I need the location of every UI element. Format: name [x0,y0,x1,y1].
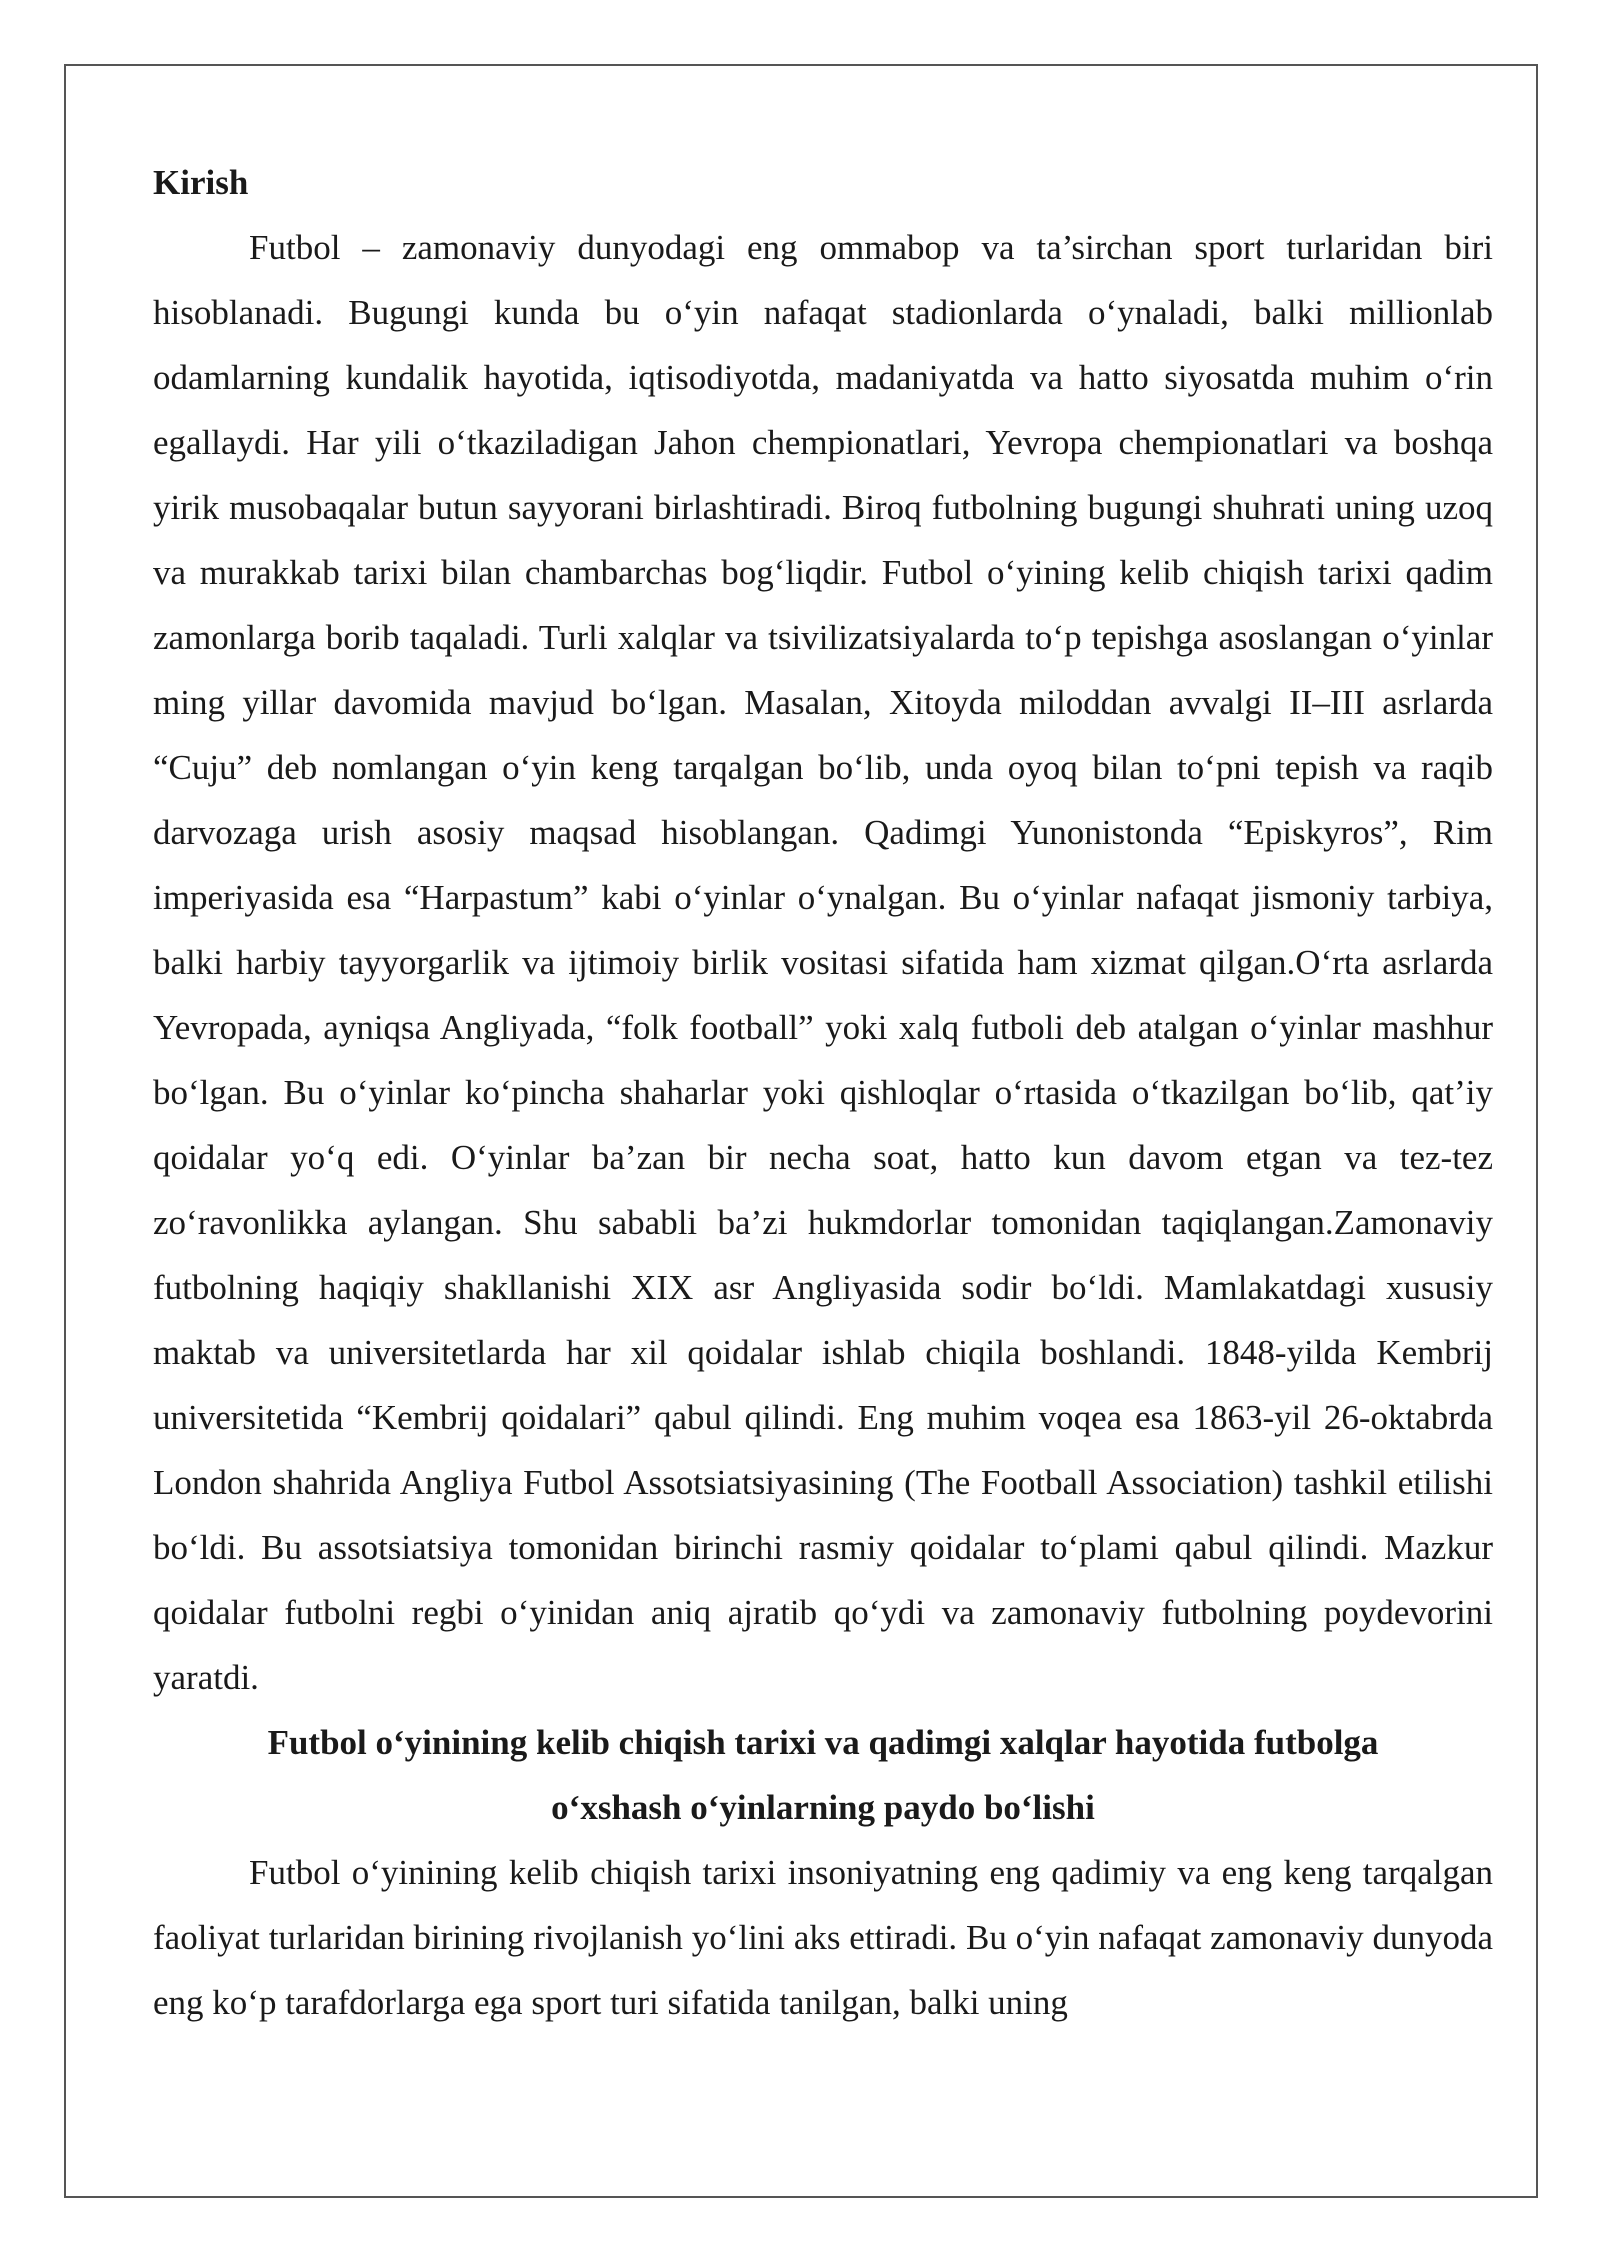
section-title: Futbol o‘yinining kelib chiqish tarixi va qadimgi xalqlar hayotida futbolga o‘xshash o‘yinlarning paydo bo‘lishi [267,1723,1379,1827]
intro-paragraph: Futbol – zamonaviy dunyodagi eng ommabop va ta’sirchan sport turlaridan biri hisoblanadi. Bugungi kunda bu o‘yin nafaqat stadionlarda o‘ynaladi, balki millionlab odamlarning kundalik hayotida, iqtisodiyotda, madaniyatda va hatto siyosatda muhim o‘rin egallaydi. Har yili o‘tkaziladigan Jahon chempionatlari, Yevropa chempionatlari va boshqa yirik musobaqalar butun sayyorani birlashtiradi. Biroq futbolning bugungi shuhrati uning uzoq va murakkab tarixi bilan chambarchas bog‘liqdir. Futbol o‘yining kelib chiqish tarixi qadim zamonlarga borib taqaladi. Turli xalqlar va tsivilizatsiyalarda to‘p tepishga asoslangan o‘yinlar ming yillar davomida mavjud bo‘lgan. Masalan, Xitoyda miloddan avvalgi II–III asrlarda “Cuju” deb nomlangan o‘yin keng tarqalgan bo‘lib, unda oyoq bilan to‘pni tepish va raqib darvozaga urish asosiy maqsad hisoblangan. Qadimgi Yunonistonda “Episkyros”, Rim imperiyasida esa “Harpastum” kabi o‘yinlar o‘ynalgan. Bu o‘yinlar nafaqat jismoniy tarbiya, balki harbiy tayyorgarlik va ijtimoiy birlik vositasi sifatida ham xizmat qilgan.O‘rta asrlarda Yevropada, ayniqsa Angliyada, “folk football” yoki xalq futboli deb atalgan o‘yinlar mashhur bo‘lgan. Bu o‘yinlar ko‘pincha shaharlar yoki qishloqlar o‘rtasida o‘tkazilgan bo‘lib, qat’iy qoidalar yo‘q edi. O‘yinlar ba’zan bir necha soat, hatto kun davom etgan va tez-tez zo‘ravonlikka aylangan. Shu sababli ba’zi hukmdorlar tomonidan taqiqlangan.Zamonaviy futbolning haqiqiy shakllanishi XIX asr Angliyasida sodir bo‘ldi. Mamlakatdagi xususiy maktab va universitetlarda har xil qoidalar ishlab chiqila boshlandi. 1848-yilda Kembrij universitetida “Kembrij qoidalari” qabul qilindi. Eng muhim voqea esa 1863-yil 26-oktabrda London shahrida Angliya Futbol Assotsiatsiyasining (The Football Association) tashkil etilishi bo‘ldi. Bu assotsiatsiya tomonidan birinchi rasmiy qoidalar to‘plami qabul qilindi. Mazkur qoidalar futbolni regbi o‘yinidan aniq ajratib qo‘ydi va zamonaviy futbolning poydevorini yaratdi. [153,228,1493,1697]
section-paragraph: Futbol o‘yinining kelib chiqish tarixi insoniyatning eng qadimiy va eng keng tarqalgan faoliyat turlaridan birining rivojlanish yo‘lini aks ettiradi. Bu o‘yin nafaqat zamonaviy dunyoda eng ko‘p tarafdorlarga ega sport turi sifatida tanilgan, balki uning [153,1853,1493,2022]
section-heading-kirish: Kirish [153,163,249,202]
document-body [153,150,1493,2035]
